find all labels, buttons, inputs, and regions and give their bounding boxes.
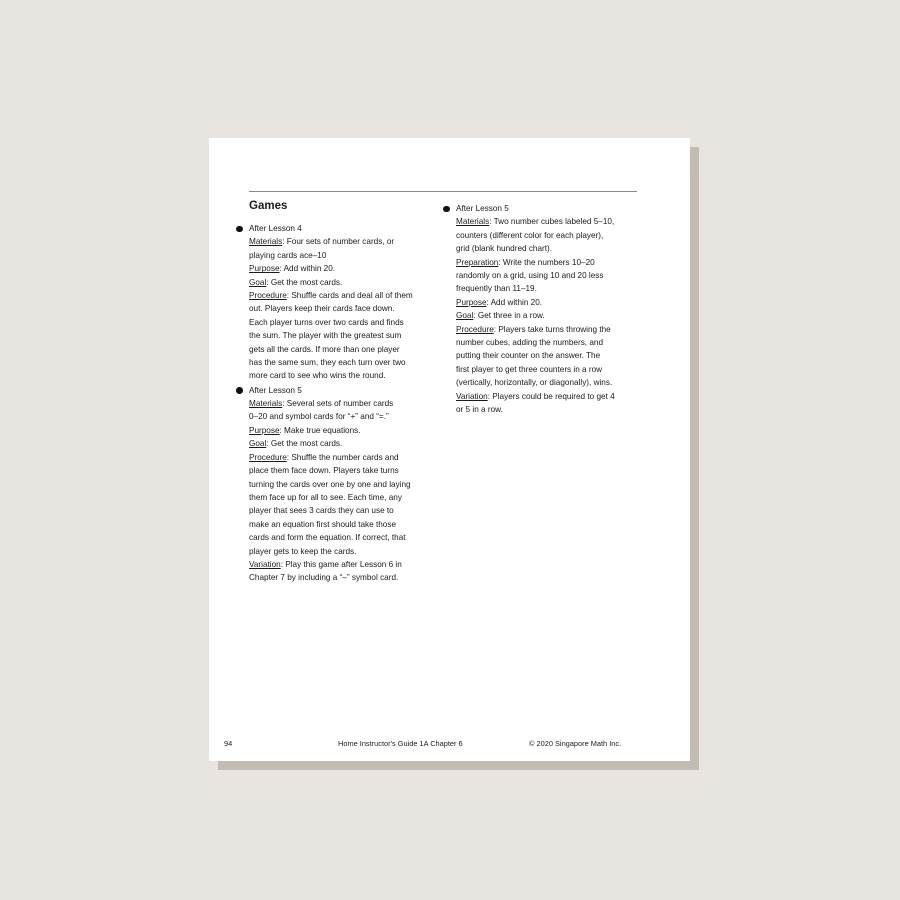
field-text: player that sees 3 cards they can use to xyxy=(249,506,394,516)
game-line xyxy=(249,531,441,544)
game-line xyxy=(249,369,441,382)
game-line xyxy=(249,464,441,477)
left-column xyxy=(249,222,441,586)
field-text: counters (different color for each player), xyxy=(456,230,604,240)
game-title: After Lesson 5 xyxy=(456,204,509,213)
game-line xyxy=(249,437,441,450)
game-line xyxy=(456,323,648,336)
field-label: Purpose xyxy=(249,264,280,274)
field-text: Each player turns over two cards and finds xyxy=(249,317,404,327)
field-text: : Players take turns throwing the xyxy=(493,324,611,334)
field-label: Procedure xyxy=(456,324,494,334)
game-line xyxy=(456,229,648,242)
game-entry xyxy=(456,202,648,417)
game-line xyxy=(249,276,441,289)
game-line xyxy=(456,242,648,255)
game-title: After Lesson 4 xyxy=(249,224,302,233)
field-text: first player to get three counters in a row xyxy=(456,364,603,374)
document-page xyxy=(209,138,690,761)
game-line xyxy=(249,410,441,423)
field-text: : Play this game after Lesson 6 in xyxy=(280,559,402,569)
game-line xyxy=(456,215,648,228)
header-rule xyxy=(249,191,637,192)
game-line xyxy=(249,504,441,517)
field-text: : Get the most cards. xyxy=(266,277,343,287)
game-line xyxy=(456,390,648,403)
game-line xyxy=(249,397,441,410)
field-label: Variation xyxy=(456,391,488,401)
game-line xyxy=(249,262,441,275)
game-line xyxy=(249,316,441,329)
field-text: frequently than 11–19. xyxy=(456,284,537,294)
field-label: Procedure xyxy=(249,291,287,301)
field-text: them face up for all to see. Each time, any xyxy=(249,492,402,502)
field-text: : Get three in a row. xyxy=(473,311,545,321)
bullet-icon xyxy=(236,387,243,394)
field-text: or 5 in a row. xyxy=(456,405,503,415)
game-line xyxy=(249,558,441,571)
game-line xyxy=(249,491,441,504)
field-label: Materials xyxy=(249,399,283,409)
field-label: Purpose xyxy=(456,297,487,307)
game-line xyxy=(456,282,648,295)
field-label: Materials xyxy=(456,217,490,227)
field-text: turning the cards over one by one and laying xyxy=(249,479,411,489)
field-text: more card to see who wins the round. xyxy=(249,371,386,381)
game-entry xyxy=(249,384,441,585)
game-line xyxy=(249,571,441,584)
field-text: place them face down. Players take turns xyxy=(249,466,399,476)
field-label: Materials xyxy=(249,237,283,247)
field-label: Procedure xyxy=(249,452,287,462)
game-line xyxy=(249,424,441,437)
game-line xyxy=(249,235,441,248)
footer-title: Home Instructor's Guide 1A Chapter 6 xyxy=(338,739,463,748)
game-line xyxy=(456,349,648,362)
game-line xyxy=(456,309,648,322)
game-entry xyxy=(249,222,441,383)
field-text: : Several sets of number cards xyxy=(282,399,394,409)
game-line xyxy=(456,403,648,416)
field-label: Purpose xyxy=(249,425,280,435)
field-text: number cubes, adding the numbers, and xyxy=(456,338,604,348)
section-heading: Games xyxy=(249,200,288,212)
game-line xyxy=(456,256,648,269)
field-text: player gets to keep the cards. xyxy=(249,546,357,556)
field-text: : Shuffle cards and deal all of them xyxy=(286,291,413,301)
game-line xyxy=(456,296,648,309)
game-line xyxy=(249,249,441,262)
footer-copyright: © 2020 Singapore Math Inc. xyxy=(529,739,622,748)
field-text: : Write the numbers 10–20 xyxy=(498,257,595,267)
field-text: has the same sum, they each turn over two xyxy=(249,358,406,368)
field-text: the sum. The player with the greatest sum xyxy=(249,331,402,341)
field-text: : Two number cubes labeled 5–10, xyxy=(489,217,615,227)
field-text: make an equation first should take those xyxy=(249,519,397,529)
field-text: randomly on a grid, using 10 and 20 less xyxy=(456,271,604,281)
game-line xyxy=(249,289,441,302)
field-text: : Four sets of number cards, or xyxy=(282,237,395,247)
field-text: : Players could be required to get 4 xyxy=(487,391,615,401)
game-line xyxy=(249,478,441,491)
game-line xyxy=(456,269,648,282)
bullet-icon xyxy=(443,206,450,213)
game-line xyxy=(249,545,441,558)
field-text: out. Players keep their cards face down. xyxy=(249,304,395,314)
game-line xyxy=(249,518,441,531)
field-text: : Get the most cards. xyxy=(266,439,343,449)
field-text: playing cards ace–10 xyxy=(249,250,327,260)
game-title: After Lesson 5 xyxy=(249,385,302,395)
field-text: : Shuffle the number cards and xyxy=(286,452,399,462)
field-text: : Add within 20. xyxy=(279,264,336,274)
field-text: gets all the cards. If more than one player xyxy=(249,344,400,354)
field-label: Goal xyxy=(456,311,474,321)
page-number: 94 xyxy=(224,739,233,748)
game-line xyxy=(456,336,648,349)
field-text: (vertically, horizontally, or diagonally), wins. xyxy=(456,378,613,388)
game-line xyxy=(249,302,441,315)
game-line xyxy=(456,363,648,376)
field-text: cards and form the equation. If correct, that xyxy=(249,533,406,543)
field-text: : Make true equations. xyxy=(279,425,361,435)
game-line xyxy=(249,343,441,356)
game-line xyxy=(249,356,441,369)
field-text: : Add within 20. xyxy=(486,297,543,307)
field-text: putting their counter on the answer. The xyxy=(456,351,601,361)
field-text: 0–20 and symbol cards for “+” and “=.” xyxy=(249,412,389,422)
field-label: Goal xyxy=(249,439,267,449)
bullet-icon xyxy=(236,226,243,233)
game-line xyxy=(249,451,441,464)
field-label: Goal xyxy=(249,277,267,287)
field-text: grid (blank hundred chart). xyxy=(456,244,553,254)
field-label: Variation xyxy=(249,559,281,569)
field-label: Preparation xyxy=(456,257,499,267)
game-line xyxy=(456,376,648,389)
game-line xyxy=(249,329,441,342)
field-text: Chapter 7 by including a “–” symbol card. xyxy=(249,573,399,583)
right-column xyxy=(456,202,648,417)
